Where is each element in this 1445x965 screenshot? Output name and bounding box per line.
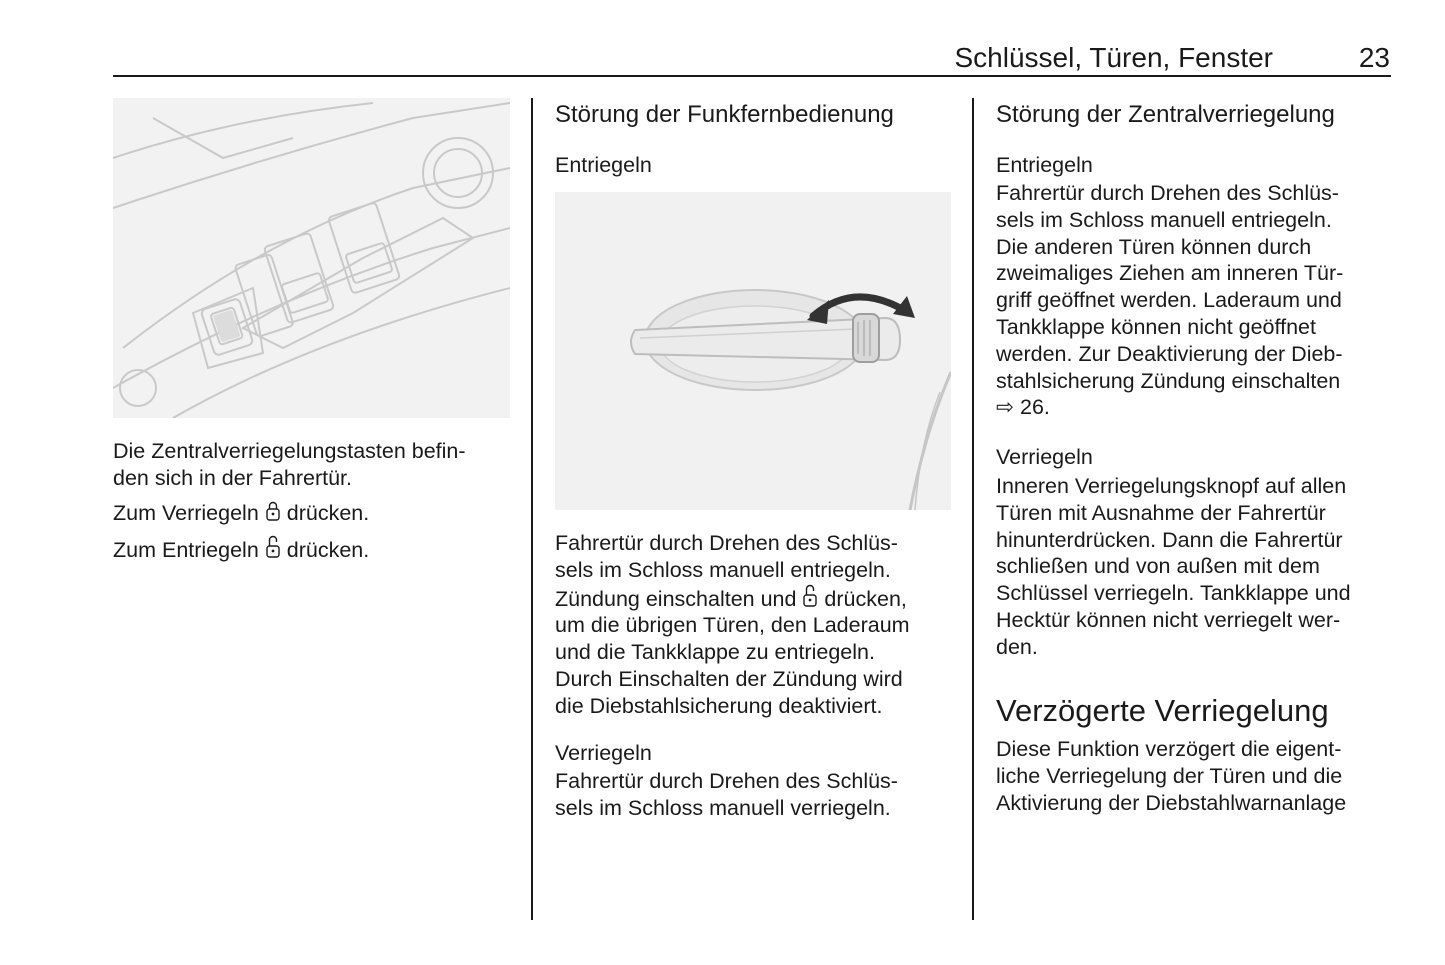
door-handle-figure	[555, 192, 951, 510]
col2-subheading-unlock: Entriegeln	[555, 153, 652, 177]
col3-subheading-unlock: Entriegeln	[996, 153, 1093, 177]
col3-heading: Störung der Zentralverriegelung	[996, 101, 1335, 128]
col3-subheading-lock: Verriegeln	[996, 445, 1093, 469]
col1-paragraph-1	[113, 438, 466, 492]
text-line: Diese Funktion verzögert die eigent-	[996, 737, 1342, 761]
text-line: Fahrertür durch Drehen des Schlüs-	[996, 181, 1339, 205]
col1-lock-instruction	[113, 500, 369, 527]
lock-open-icon	[265, 535, 281, 559]
lock-closed-icon	[265, 500, 281, 522]
text-line: und die Tankklappe zu entriegeln.	[555, 640, 875, 665]
text-line: Türen mit Ausnahme der Fahrertür	[996, 500, 1326, 525]
text-line: den sich in der Fahrertür.	[113, 465, 353, 490]
header-rule	[113, 75, 1391, 77]
text-fragment: Zum Verriegeln	[113, 501, 265, 525]
text-line: hinunterdrücken. Dann die Fahrertür	[996, 527, 1343, 552]
text-fragment: drücken.	[280, 538, 370, 562]
text-line: Die Zentralverriegelungstasten befin-	[113, 439, 466, 463]
door-handle-illustration	[555, 192, 951, 510]
text-fragment: Zum Entriegeln	[113, 538, 265, 562]
text-line: Tankklappe können nicht geöffnet	[996, 314, 1316, 339]
text-line: Fahrertür durch Drehen des Schlüs-	[555, 531, 898, 555]
text-line: stahlsicherung Zündung einschalten	[996, 368, 1341, 393]
col3-paragraph-unlock	[996, 180, 1343, 421]
col3-paragraph-lock	[996, 473, 1351, 661]
lock-open-icon	[802, 584, 818, 608]
door-panel-illustration	[113, 98, 510, 418]
text-line: zweimaliges Ziehen am inneren Tür-	[996, 261, 1344, 286]
text-line: liche Verriegelung der Türen und die	[996, 763, 1343, 788]
column-divider-2	[972, 98, 974, 920]
text-line: Fahrertür durch Drehen des Schlüs-	[555, 769, 898, 793]
page-reference-arrow-icon: ⇨	[996, 395, 1015, 420]
section-title-delayed-locking: Verzögerte Verriegelung	[996, 693, 1329, 728]
text-line: sels im Schloss manuell entriegeln.	[555, 557, 891, 582]
col3-paragraph-delay	[996, 736, 1346, 816]
text-line: sels im Schloss manuell entriegeln.	[996, 207, 1332, 232]
text-line: sels im Schloss manuell verriegeln.	[555, 795, 891, 820]
page-number: 23	[1358, 42, 1390, 73]
text-line: Hecktür können nicht verriegelt wer-	[996, 607, 1341, 632]
text-line: Durch Einschalten der Zündung wird	[555, 666, 903, 691]
text-line: um die übrigen Türen, den Laderaum	[555, 613, 910, 638]
column-divider-1	[531, 98, 533, 920]
running-header: Schlüssel, Türen, Fenster	[954, 42, 1273, 73]
col1-unlock-instruction	[113, 535, 369, 564]
col2-paragraph-lock	[555, 768, 898, 822]
text-line: Zündung einschalten und	[555, 586, 803, 611]
door-panel-figure	[113, 98, 510, 418]
text-line: den.	[996, 634, 1038, 659]
text-line: die Diebstahlsicherung deaktiviert.	[555, 693, 883, 718]
col2-subheading-lock: Verriegeln	[555, 741, 652, 765]
text-fragment: drücken,	[818, 586, 907, 611]
text-fragment: drücken.	[280, 501, 370, 525]
text-line: Inneren Verriegelungsknopf auf allen	[996, 474, 1347, 498]
text-line: Schlüssel verriegeln. Tankklappe und	[996, 581, 1351, 606]
col2-heading: Störung der Funkfernbedienung	[555, 101, 894, 128]
col2-paragraph-unlock	[555, 530, 910, 720]
text-line: griff geöffnet werden. Laderaum und	[996, 288, 1342, 313]
page-reference[interactable]: 26.	[1014, 395, 1050, 420]
text-line: werden. Zur Deaktivierung der Dieb-	[996, 341, 1343, 366]
text-line: Aktivierung der Diebstahlwarnanlage	[996, 790, 1347, 815]
text-line: schließen und von außen mit dem	[996, 554, 1320, 579]
text-line: Die anderen Türen können durch	[996, 234, 1312, 259]
